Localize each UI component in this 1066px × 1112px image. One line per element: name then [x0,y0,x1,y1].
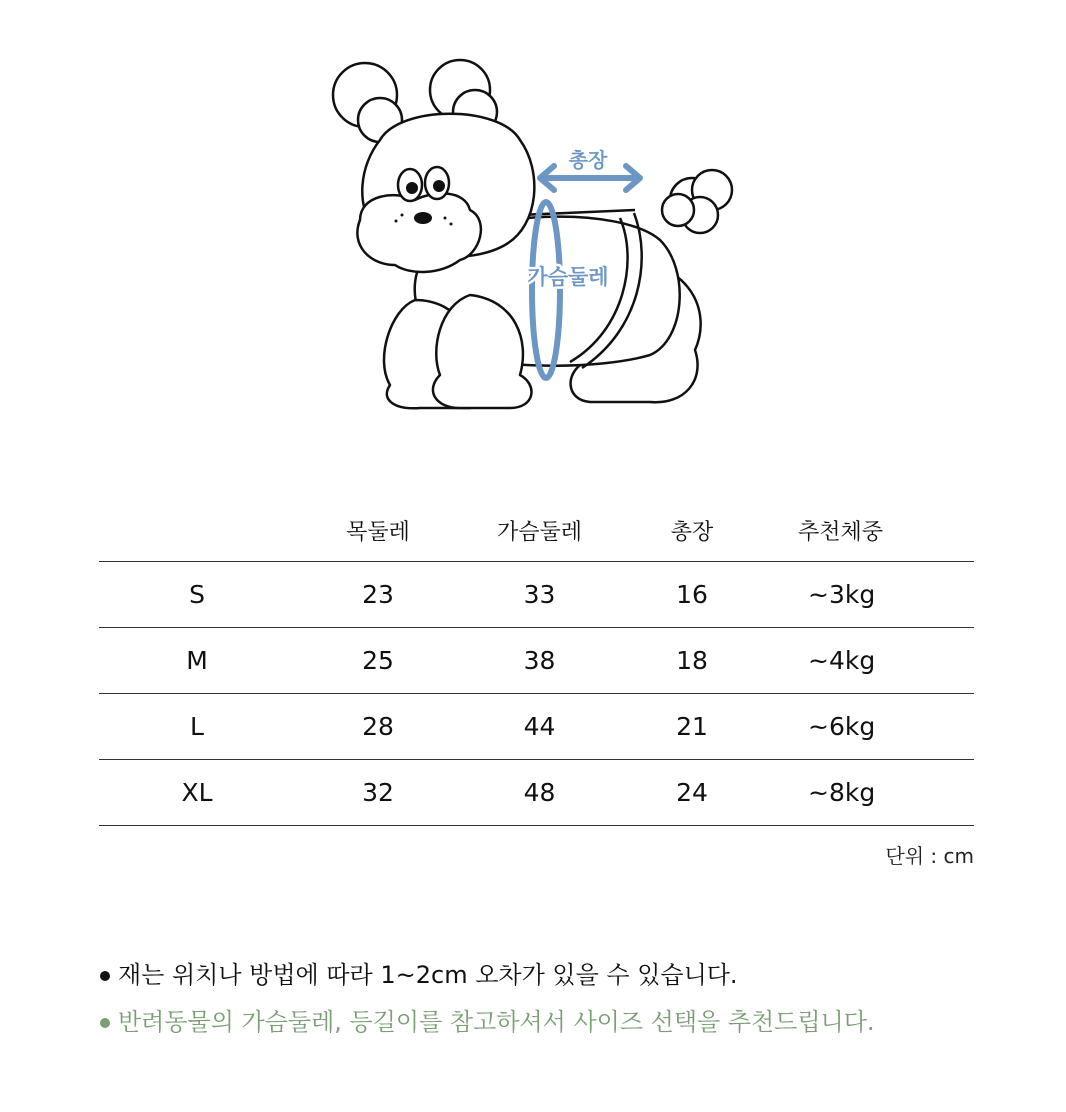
header-neck: 목둘레 [295,500,461,562]
table-row [99,760,974,826]
neck-cell: 32 [295,760,461,826]
neck-cell: 25 [295,628,461,694]
table-row [99,694,974,760]
header-chest: 가슴둘레 [461,500,618,562]
chest-cell: 48 [461,760,618,826]
size-table [99,500,974,826]
weight-cell: ~4kg [766,628,974,694]
header-size [99,500,295,562]
measurement-note-text: 재는 위치나 방법에 따라 1~2cm 오차가 있을 수 있습니다. [118,961,738,989]
size-cell: M [99,628,295,694]
length-cell: 18 [618,628,766,694]
length-cell: 16 [618,562,766,628]
chest-cell: 44 [461,694,618,760]
weight-cell: ~8kg [766,760,974,826]
size-cell: L [99,694,295,760]
header-weight: 추천체중 [766,500,974,562]
dog-muzzle [357,193,481,272]
size-cell: XL [99,760,295,826]
table-header-row [99,500,974,562]
table-row [99,628,974,694]
length-cell: 24 [618,760,766,826]
bullet-icon [100,971,110,981]
table-row [99,562,974,628]
neck-cell: 28 [295,694,461,760]
length-label: 총장 [568,148,608,172]
chest-label: 가슴둘레 [527,265,609,289]
measurement-note [100,955,738,990]
weight-cell: ~3kg [766,562,974,628]
chest-cell: 38 [461,628,618,694]
neck-cell: 23 [295,562,461,628]
length-cell: 21 [618,694,766,760]
unit-note: 단위 : cm [885,844,974,868]
dog-tail [662,170,732,233]
bullet-icon [100,1018,110,1028]
size-recommendation-note-text: 반려동물의 가슴둘레, 등길이를 참고하셔서 사이즈 선택을 추천드립니다. [118,1008,875,1036]
size-recommendation-note [100,1002,875,1037]
chest-cell: 33 [461,562,618,628]
weight-cell: ~6kg [766,694,974,760]
size-cell: S [99,562,295,628]
header-length: 총장 [618,500,766,562]
dog-measurement-illustration [320,50,750,420]
